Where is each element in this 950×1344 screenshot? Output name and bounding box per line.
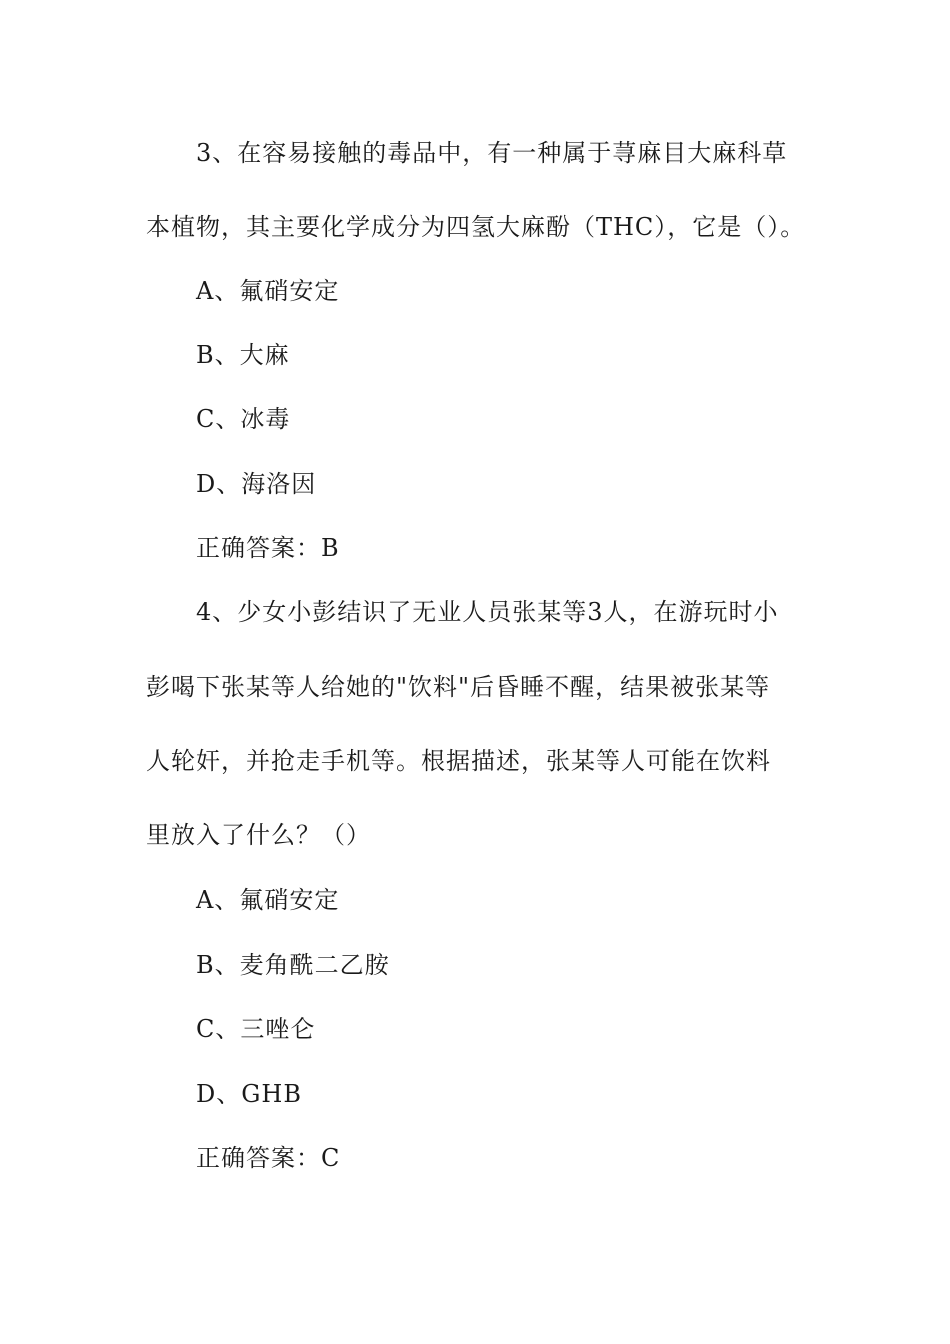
question-4-stem-line-1: 4、少女小彭结识了无业人员张某等3人，在游玩时小	[196, 598, 779, 626]
question-4-stem-line-3: 人轮奸，并抢走手机等。根据描述，张某等人可能在饮料	[146, 747, 771, 775]
question-4-option-b: B、麦角酰二乙胺	[196, 951, 390, 979]
question-3-stem-line-2: 本植物，其主要化学成分为四氢大麻酚（THC），它是（）。	[146, 213, 806, 241]
question-3-option-b: B、大麻	[196, 341, 290, 369]
question-4-stem-line-2: 彭喝下张某等人给她的"饮料"后昏睡不醒，结果被张某等	[146, 673, 771, 701]
question-4-option-a: A、氟硝安定	[196, 886, 340, 914]
question-3-answer: 正确答案：B	[196, 534, 340, 562]
question-3-option-d: D、海洛因	[196, 470, 317, 498]
question-4-answer: 正确答案：C	[196, 1144, 341, 1172]
question-4-option-d: D、GHB	[196, 1080, 302, 1108]
question-4-option-c: C、三唑仑	[196, 1015, 316, 1043]
question-3-stem-line-1: 3、在容易接触的毒品中，有一种属于荨麻目大麻科草	[196, 139, 788, 167]
question-3-option-c: C、冰毒	[196, 405, 291, 433]
question-4-stem-line-4: 里放入了什么？（）	[146, 821, 371, 849]
question-3-option-a: A、氟硝安定	[196, 277, 340, 305]
